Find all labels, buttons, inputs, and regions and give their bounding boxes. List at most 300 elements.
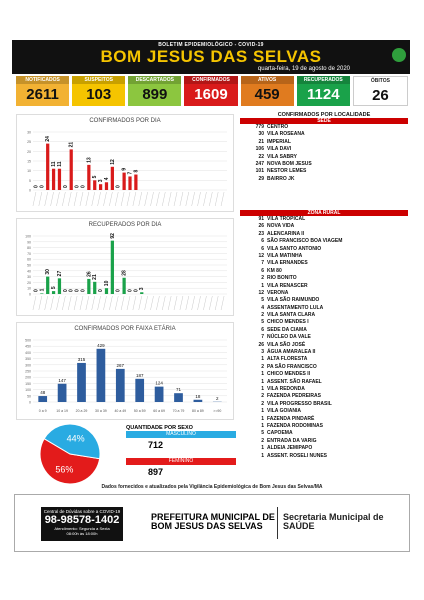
list-item: [240, 260, 408, 267]
data-label: 71: [175, 387, 182, 393]
x-tick-mark: [215, 192, 218, 206]
stat-card-suspeitos: [72, 76, 125, 106]
female-value: 897: [148, 467, 164, 477]
x-tick-mark: [74, 296, 77, 310]
x-tick-mark: [162, 296, 165, 310]
y-tick-label: 0: [29, 292, 31, 297]
stat-label: SUSPEITOS: [72, 76, 125, 84]
locality-count: 101: [255, 168, 264, 175]
locality-count: 1: [261, 452, 264, 459]
bulletin-label: BOLETIM EPIDEMIOLÓGICO - COVID-19: [158, 42, 264, 48]
locality-count: 4: [261, 304, 264, 311]
list-item: [240, 319, 408, 326]
list-item: [240, 176, 408, 183]
data-label: 5: [92, 175, 99, 179]
data-label: 8: [133, 169, 140, 173]
list-item: [240, 283, 408, 290]
data-label: 26: [86, 271, 93, 277]
locality-name: VILA RENASCER: [267, 282, 308, 289]
data-label: 11: [56, 161, 63, 167]
hotline-hours: Atendimento: Segunda a Sexta: [54, 526, 110, 531]
stat-label: NOTIFICADOS: [16, 76, 69, 84]
x-tick-mark: [174, 296, 177, 310]
prefeitura-logo: [151, 513, 275, 531]
list-item: [240, 216, 408, 223]
list-item: [240, 305, 408, 312]
locality-name: ÁGUA AMARALEA II: [267, 349, 316, 356]
y-tick-label: 5: [29, 178, 31, 183]
y-tick-label: 400: [25, 350, 31, 355]
locality-name: VILA SÃO RAIMUNDO: [267, 297, 320, 304]
list-item: [240, 253, 408, 260]
locality-name: VILA SANTO ANTONIO: [267, 245, 322, 252]
locality-count: 1: [261, 356, 264, 363]
list-item: [240, 379, 408, 386]
stat-label: DESCARTADOS: [128, 76, 181, 84]
bar: [155, 387, 164, 402]
data-label: 13: [86, 157, 93, 163]
secretaria-line-2: SAÚDE: [283, 521, 315, 531]
hotline-label: Central de Dúvidas sobre a COVID-19: [43, 509, 121, 514]
bar: [134, 175, 137, 190]
locality-name: FAZENDA PINDARÉ: [267, 415, 315, 422]
bar: [123, 173, 126, 190]
x-tick-mark: [51, 192, 54, 206]
list-item: [240, 154, 408, 161]
x-tick-mark: [151, 192, 154, 206]
stat-card-notificados: [16, 76, 69, 106]
locality-count: 26: [258, 223, 264, 230]
stat-value: 899: [142, 86, 168, 103]
x-tick-mark: [168, 192, 171, 206]
data-label: 18: [195, 393, 201, 399]
data-label: 0: [33, 289, 40, 292]
x-tick-mark: [45, 192, 48, 206]
bar: [40, 293, 43, 294]
x-tick-mark: [145, 192, 148, 206]
age-group-panel: [16, 322, 234, 420]
x-tick-mark: [92, 296, 95, 310]
x-tick-mark: [139, 296, 142, 310]
list-item: [240, 124, 408, 131]
y-tick-label: 450: [25, 344, 31, 349]
list-item: [240, 146, 408, 153]
stat-card-recuperados: [297, 76, 350, 106]
x-tick-mark: [215, 296, 218, 310]
locality-name: NOVA BOM JESUS: [267, 160, 312, 167]
list-item: [240, 408, 408, 415]
data-label: 27: [56, 270, 63, 277]
municipal-logo-icon: [392, 48, 406, 62]
locality-name: FAZENDA PEDREIRAS: [267, 393, 321, 400]
y-tick-label: 0: [29, 188, 31, 193]
bar: [93, 282, 96, 294]
locality-count: 91: [258, 216, 264, 222]
list-item: [240, 349, 408, 356]
x-tick-label: 40 a 49: [114, 409, 127, 413]
male-label: MASCULINO: [126, 431, 236, 438]
y-tick-label: 60: [27, 257, 31, 262]
x-tick-label: 60 a 69: [153, 409, 165, 413]
sede-list: [240, 124, 408, 183]
x-tick-mark: [56, 296, 59, 310]
data-label: 2: [216, 395, 219, 401]
list-item: [240, 386, 408, 393]
locality-count: 1: [261, 408, 264, 415]
x-tick-label: 80 a 89: [192, 409, 204, 413]
y-tick-label: 150: [25, 381, 31, 386]
data-label: 187: [135, 372, 144, 378]
rural-header: ZONA RURAL: [240, 210, 408, 216]
bar: [135, 379, 144, 402]
bar: [58, 169, 61, 190]
age-group-title: CONFIRMADOS POR FAIXA ETÁRIA: [74, 326, 176, 332]
data-label: 0: [62, 289, 69, 292]
locality-count: 6: [261, 238, 264, 245]
x-tick-mark: [62, 192, 65, 206]
data-label: 0: [33, 185, 40, 188]
bar: [38, 396, 47, 402]
locality-count: 22: [258, 153, 264, 160]
locality-count: 6: [261, 245, 264, 252]
x-tick-mark: [192, 192, 195, 206]
x-tick-label: 0 a 9: [38, 409, 47, 413]
hotline-hours-2: 08:00h às 18:00h: [66, 531, 98, 536]
locality-count: 21: [258, 138, 264, 145]
pie-label: 56%: [55, 464, 74, 475]
data-label: 24: [45, 136, 52, 142]
prefeitura-line-1: PREFEITURA MUNICIPAL DE: [151, 512, 275, 522]
x-tick-mark: [74, 192, 77, 206]
locality-count: 23: [258, 230, 264, 237]
locality-name: VILA TROPICAL: [267, 216, 306, 222]
data-label: 0: [98, 289, 105, 292]
locality-name: NESTOR LEMES: [267, 168, 307, 175]
list-item: [240, 139, 408, 146]
data-label: 0: [80, 289, 87, 292]
y-tick-label: 350: [25, 357, 31, 362]
x-tick-mark: [133, 192, 136, 206]
list-item: [240, 161, 408, 168]
locality-name: VILA SABRY: [267, 153, 297, 160]
x-tick-mark: [103, 296, 106, 310]
stat-value: 459: [254, 86, 280, 103]
list-item: [240, 393, 408, 400]
y-tick-label: 30: [27, 130, 31, 135]
bar: [52, 169, 55, 190]
source-note: Dados fornecidos e atualizados pela Vigilância Epidemiológica de Bom Jesus das Selvas/MA: [101, 484, 323, 490]
x-tick-label: 20 a 29: [75, 409, 88, 413]
locality-name: NOVA VIDA: [267, 223, 295, 230]
y-tick-label: 10: [27, 286, 31, 291]
x-tick-mark: [127, 192, 130, 206]
data-label: 5: [51, 286, 58, 290]
data-label: 12: [109, 159, 116, 165]
locality-name: FAZENDA RODOMINAS: [267, 422, 323, 429]
x-tick-mark: [39, 296, 42, 310]
list-item: [240, 334, 408, 341]
x-tick-mark: [221, 296, 224, 310]
y-tick-label: 100: [25, 388, 31, 393]
secretaria-logo: [283, 513, 384, 531]
list-item: [240, 356, 408, 363]
x-tick-mark: [162, 192, 165, 206]
bar: [99, 184, 102, 190]
x-tick-mark: [80, 296, 83, 310]
y-tick-label: 15: [27, 159, 31, 164]
bar: [52, 291, 55, 294]
locality-count: 6: [261, 326, 264, 333]
stat-value: 26: [372, 87, 389, 104]
stat-label: ÓBITOS: [370, 78, 390, 84]
data-label: 9: [121, 167, 128, 171]
y-tick-label: 80: [27, 246, 31, 251]
stat-card-ativos: [241, 76, 294, 106]
sex-title: QUANTIDADE POR SEXO: [126, 425, 193, 431]
y-tick-label: 10: [27, 169, 31, 174]
locality-name: NÚCLEO DA VALE: [267, 334, 311, 341]
locality-count: 1: [261, 378, 264, 385]
y-tick-label: 20: [27, 280, 31, 285]
x-tick-mark: [186, 192, 189, 206]
locality-name: PA SÃO FRANCISCO: [267, 363, 317, 370]
list-item: [240, 430, 408, 437]
locality-count: 2: [261, 393, 264, 400]
bar: [111, 167, 114, 190]
bar: [123, 278, 126, 294]
locality-count: 1: [261, 445, 264, 452]
locality-count: 7: [261, 260, 264, 267]
locality-name: VILA SÃO JOSÉ: [267, 341, 306, 348]
stats-row: [16, 76, 408, 106]
locality-count: 247: [255, 160, 264, 167]
x-tick-mark: [92, 192, 95, 206]
female-label: FEMININO: [126, 458, 236, 465]
data-label: 429: [97, 342, 105, 348]
list-item: [240, 223, 408, 230]
x-tick-label: 70 a 79: [172, 409, 185, 413]
data-label: 0: [115, 185, 122, 188]
list-item: [240, 312, 408, 319]
locality-count: 1: [261, 385, 264, 392]
x-tick-mark: [86, 296, 89, 310]
locality-count: 30: [258, 131, 264, 138]
data-label: 0: [127, 289, 134, 292]
stat-card-óbitos: [353, 76, 408, 106]
locality-title: CONFIRMADOS POR LOCALIDADE: [277, 112, 371, 118]
x-tick-mark: [121, 192, 124, 206]
locality-count: 1: [261, 371, 264, 378]
x-tick-mark: [174, 192, 177, 206]
page-title: BOM JESUS DAS SELVAS: [100, 47, 322, 66]
x-tick-label: >=90: [213, 409, 222, 413]
data-label: 92: [109, 233, 116, 239]
recovered-daily-title: RECUPERADOS POR DIA: [88, 222, 162, 228]
locality-count: 2: [261, 363, 264, 370]
sex-pie-chart: [38, 422, 102, 486]
locality-count: 3: [261, 349, 264, 356]
data-label: 0: [62, 185, 69, 188]
locality-name: RIO BONITO: [267, 275, 297, 282]
x-tick-mark: [139, 192, 142, 206]
list-item: [240, 364, 408, 371]
bar: [194, 400, 203, 402]
y-tick-label: 250: [25, 369, 31, 374]
locality-count: 26: [258, 341, 264, 348]
locality-count: 5: [261, 319, 264, 326]
locality-count: 7: [261, 334, 264, 341]
data-label: 0: [68, 289, 75, 292]
x-tick-mark: [62, 296, 65, 310]
x-tick-mark: [133, 296, 136, 310]
locality-name: ALDEIA JEMIPAPO: [267, 445, 313, 452]
list-item: [240, 401, 408, 408]
data-label: 124: [155, 380, 163, 386]
bar: [105, 288, 108, 294]
bar: [174, 393, 183, 402]
bar: [128, 176, 131, 190]
bar: [97, 349, 106, 402]
locality-count: 2: [261, 312, 264, 319]
recovered-daily-panel: [16, 218, 234, 316]
secretaria-line-1: Secretaria Municipal de: [283, 512, 384, 522]
list-item: [240, 238, 408, 245]
list-item: [240, 268, 408, 275]
locality-name: VILA ROSEANA: [267, 131, 305, 138]
data-label: 0: [133, 289, 140, 292]
x-tick-mark: [209, 296, 212, 310]
locality-name: CHICO MENDES II: [267, 371, 311, 378]
locality-name: VERONA: [267, 289, 289, 296]
data-label: 11: [51, 161, 58, 167]
list-item: [240, 416, 408, 423]
header-banner: [12, 40, 410, 74]
bar: [46, 277, 49, 294]
locality-name: KM 80: [267, 267, 282, 274]
x-tick-mark: [156, 296, 159, 310]
bar: [105, 182, 108, 190]
bar: [87, 279, 90, 294]
locality-name: VILA GOIANIA: [267, 408, 301, 415]
locality-count: 29: [258, 175, 264, 182]
locality-name: VILA REDONDA: [267, 385, 305, 392]
locality-name: ALTA FLORESTA: [267, 356, 308, 363]
x-tick-mark: [68, 192, 71, 206]
x-tick-mark: [186, 296, 189, 310]
locality-count: 106: [255, 146, 264, 153]
locality-name: VILA MATINHA: [267, 252, 303, 259]
x-tick-mark: [121, 296, 124, 310]
stat-label: CONFIRMADOS: [184, 76, 237, 84]
data-label: 267: [116, 362, 125, 368]
confirmed-daily-chart: [17, 124, 233, 208]
data-label: 30: [45, 269, 52, 275]
x-tick-mark: [98, 192, 101, 206]
bar: [140, 292, 143, 294]
list-item: [240, 453, 408, 460]
locality-name: IMPERIAL: [267, 138, 291, 145]
list-item: [240, 371, 408, 378]
data-label: 0: [74, 185, 81, 188]
data-label: 0: [74, 289, 81, 292]
hotline-phone[interactable]: 98-98578-1402: [44, 514, 120, 526]
list-item: [240, 342, 408, 349]
stat-value: 103: [86, 86, 112, 103]
bar: [77, 363, 86, 402]
sede-header: SEDE: [240, 118, 408, 124]
locality-name: CAPOEMA: [267, 430, 293, 437]
x-tick-label: 50 a 59: [133, 409, 146, 413]
locality-name: ENTRADA DA VARIG: [267, 437, 317, 444]
data-label: 0: [39, 185, 46, 188]
locality-name: VILA DAVI: [267, 146, 292, 153]
locality-count: 5: [261, 297, 264, 304]
y-tick-label: 20: [27, 149, 31, 154]
locality-count: 5: [261, 430, 264, 437]
locality-count: 2: [261, 275, 264, 282]
x-tick-label: 10 a 19: [56, 409, 68, 413]
bar: [93, 180, 96, 190]
data-label: 0: [115, 289, 122, 292]
list-item: [240, 445, 408, 452]
y-tick-label: 100: [25, 234, 31, 239]
list-item: [240, 438, 408, 445]
x-tick-mark: [39, 192, 42, 206]
locality-name: ASSENT. ROSELI NUNES: [267, 452, 328, 459]
locality-count: 1: [261, 422, 264, 429]
x-tick-mark: [109, 192, 112, 206]
x-tick-mark: [103, 192, 106, 206]
x-tick-mark: [115, 192, 118, 206]
footer-banner: [14, 494, 410, 552]
locality-name: BAIRRO JK: [267, 175, 295, 182]
bar: [70, 149, 73, 190]
x-tick-mark: [145, 296, 148, 310]
locality-name: ASSENTAMENTO LULA: [267, 304, 324, 311]
list-item: [240, 246, 408, 253]
locality-name: VILA SANTA CLARA: [267, 312, 316, 319]
sex-summary: [126, 425, 236, 479]
x-tick-mark: [68, 296, 71, 310]
male-value: 712: [148, 440, 164, 450]
data-label: 4: [103, 177, 110, 181]
footer-divider: [277, 507, 278, 539]
data-label: 10: [103, 280, 110, 287]
locality-name: SEDE DA CIAMA: [267, 326, 307, 333]
x-tick-mark: [180, 192, 183, 206]
rural-items: [240, 216, 408, 460]
data-label: 315: [77, 356, 86, 362]
x-tick-label: 30 a 39: [95, 409, 107, 413]
list-item: [240, 168, 408, 175]
prefeitura-line-2: BOM JESUS DAS SELVAS: [151, 521, 263, 531]
locality-count: 1: [261, 415, 264, 422]
locality-count: 12: [258, 252, 264, 259]
locality-name: SÃO FRANCISCO BOA VIAGEM: [267, 238, 343, 245]
bar: [58, 278, 61, 294]
locality-count: 1: [261, 282, 264, 289]
data-label: 3: [139, 287, 146, 291]
locality-name: CENTRO: [267, 124, 289, 130]
x-tick-mark: [180, 296, 183, 310]
y-tick-label: 300: [25, 363, 31, 368]
confirmed-daily-panel: [16, 114, 234, 212]
bar: [87, 165, 90, 190]
stat-value: 2611: [26, 86, 59, 103]
x-tick-mark: [203, 192, 206, 206]
y-tick-label: 70: [27, 251, 31, 256]
bar: [46, 144, 49, 190]
